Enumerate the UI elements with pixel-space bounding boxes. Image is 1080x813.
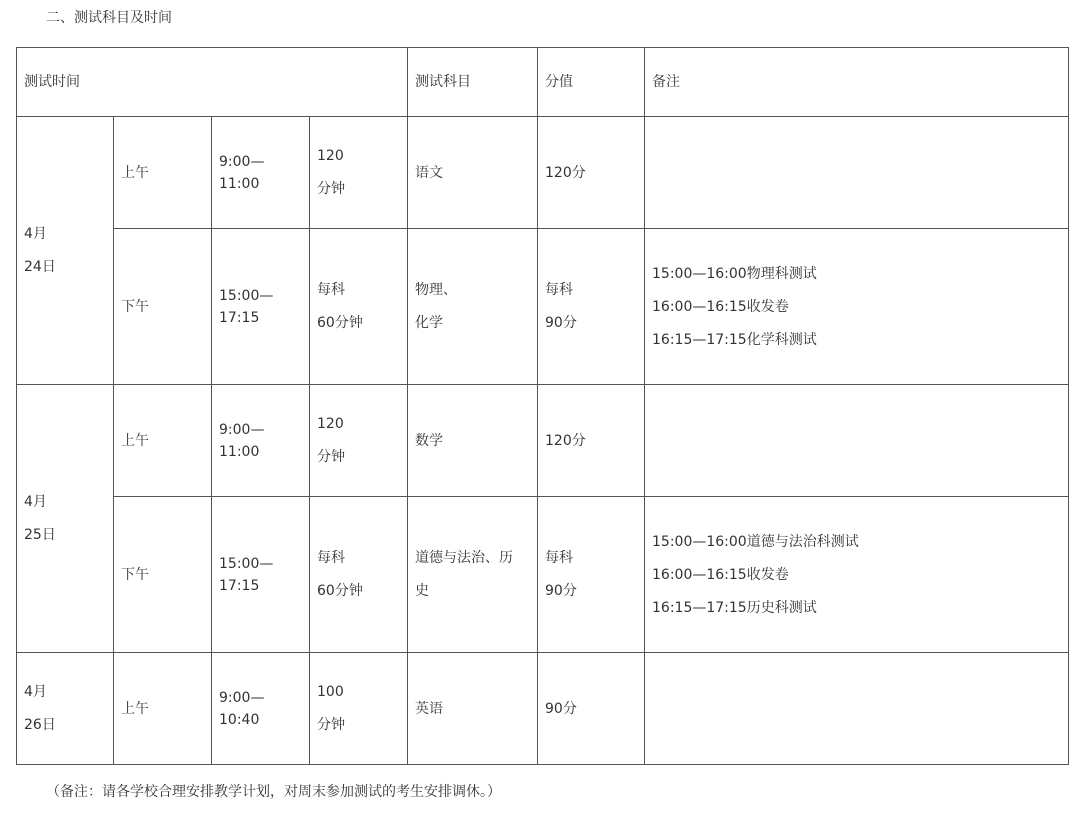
score-line: 90分 — [545, 583, 577, 599]
period-cell: 上午 — [114, 117, 212, 229]
note-cell — [645, 229, 1069, 385]
subject-line: 化学 — [415, 315, 443, 331]
duration-line: 每科 — [317, 282, 345, 298]
duration-cell — [310, 117, 408, 229]
duration-cell — [310, 385, 408, 497]
date-cell — [17, 385, 114, 653]
header-subject: 测试科目 — [408, 48, 538, 117]
note-cell — [645, 117, 1069, 229]
time-cell: 9:00—11:00 — [212, 385, 310, 497]
note-line: 15:00—16:00物理科测试 — [652, 265, 817, 282]
table-row — [17, 497, 1069, 653]
subject-cell — [408, 229, 538, 385]
subject-cell: 英语 — [408, 653, 538, 765]
section-heading: 二、测试科目及时间 — [46, 10, 172, 26]
subject-line: 物理、 — [415, 282, 457, 298]
header-row — [17, 48, 1069, 117]
subject-cell: 数学 — [408, 385, 538, 497]
duration-line: 100 — [317, 684, 344, 700]
period-cell: 上午 — [114, 653, 212, 765]
duration-cell — [310, 653, 408, 765]
subject-cell — [408, 497, 538, 653]
note-line: 16:15—17:15历史科测试 — [652, 599, 817, 616]
date-day: 25日 — [24, 527, 56, 543]
subject-line: 史 — [415, 583, 429, 599]
score-cell — [538, 229, 645, 385]
score-cell: 90分 — [538, 653, 645, 765]
duration-line: 60分钟 — [317, 315, 363, 331]
time-cell: 9:00—11:00 — [212, 117, 310, 229]
date-day: 26日 — [24, 717, 56, 733]
note-cell — [645, 497, 1069, 653]
exam-schedule-table — [16, 47, 1069, 765]
footnote: （备注：请各学校合理安排教学计划，对周末参加测试的考生安排调休。） — [46, 784, 501, 800]
header-time: 测试时间 — [17, 48, 408, 117]
table-row — [17, 117, 1069, 229]
date-month: 4月 — [24, 684, 47, 700]
duration-line: 每科 — [317, 550, 345, 566]
duration-line: 60分钟 — [317, 583, 363, 599]
note-line: 16:00—16:15收发卷 — [652, 298, 789, 315]
score-line: 每科 — [545, 282, 573, 298]
table-row — [17, 385, 1069, 497]
subject-line: 道德与法治、历 — [415, 550, 513, 566]
duration-line: 120 — [317, 148, 344, 164]
date-month: 4月 — [24, 226, 47, 242]
duration-line: 分钟 — [317, 449, 345, 465]
header-note: 备注 — [645, 48, 1069, 117]
table-row — [17, 653, 1069, 765]
time-cell: 15:00—17:15 — [212, 497, 310, 653]
score-line: 90分 — [545, 315, 577, 331]
duration-line: 分钟 — [317, 717, 345, 733]
time-cell: 15:00—17:15 — [212, 229, 310, 385]
note-cell — [645, 385, 1069, 497]
date-cell — [17, 117, 114, 385]
score-cell — [538, 497, 645, 653]
header-score: 分值 — [538, 48, 645, 117]
score-cell: 120分 — [538, 117, 645, 229]
period-cell: 下午 — [114, 229, 212, 385]
duration-cell — [310, 497, 408, 653]
duration-line: 分钟 — [317, 181, 345, 197]
subject-cell: 语文 — [408, 117, 538, 229]
table-row — [17, 229, 1069, 385]
note-line: 16:15—17:15化学科测试 — [652, 331, 817, 348]
date-day: 24日 — [24, 259, 56, 275]
note-line: 16:00—16:15收发卷 — [652, 566, 789, 583]
date-month: 4月 — [24, 494, 47, 510]
score-line: 每科 — [545, 550, 573, 566]
note-cell — [645, 653, 1069, 765]
duration-line: 120 — [317, 416, 344, 432]
time-cell: 9:00—10:40 — [212, 653, 310, 765]
note-line: 15:00—16:00道德与法治科测试 — [652, 533, 859, 550]
period-cell: 上午 — [114, 385, 212, 497]
period-cell: 下午 — [114, 497, 212, 653]
date-cell — [17, 653, 114, 765]
duration-cell — [310, 229, 408, 385]
score-cell: 120分 — [538, 385, 645, 497]
